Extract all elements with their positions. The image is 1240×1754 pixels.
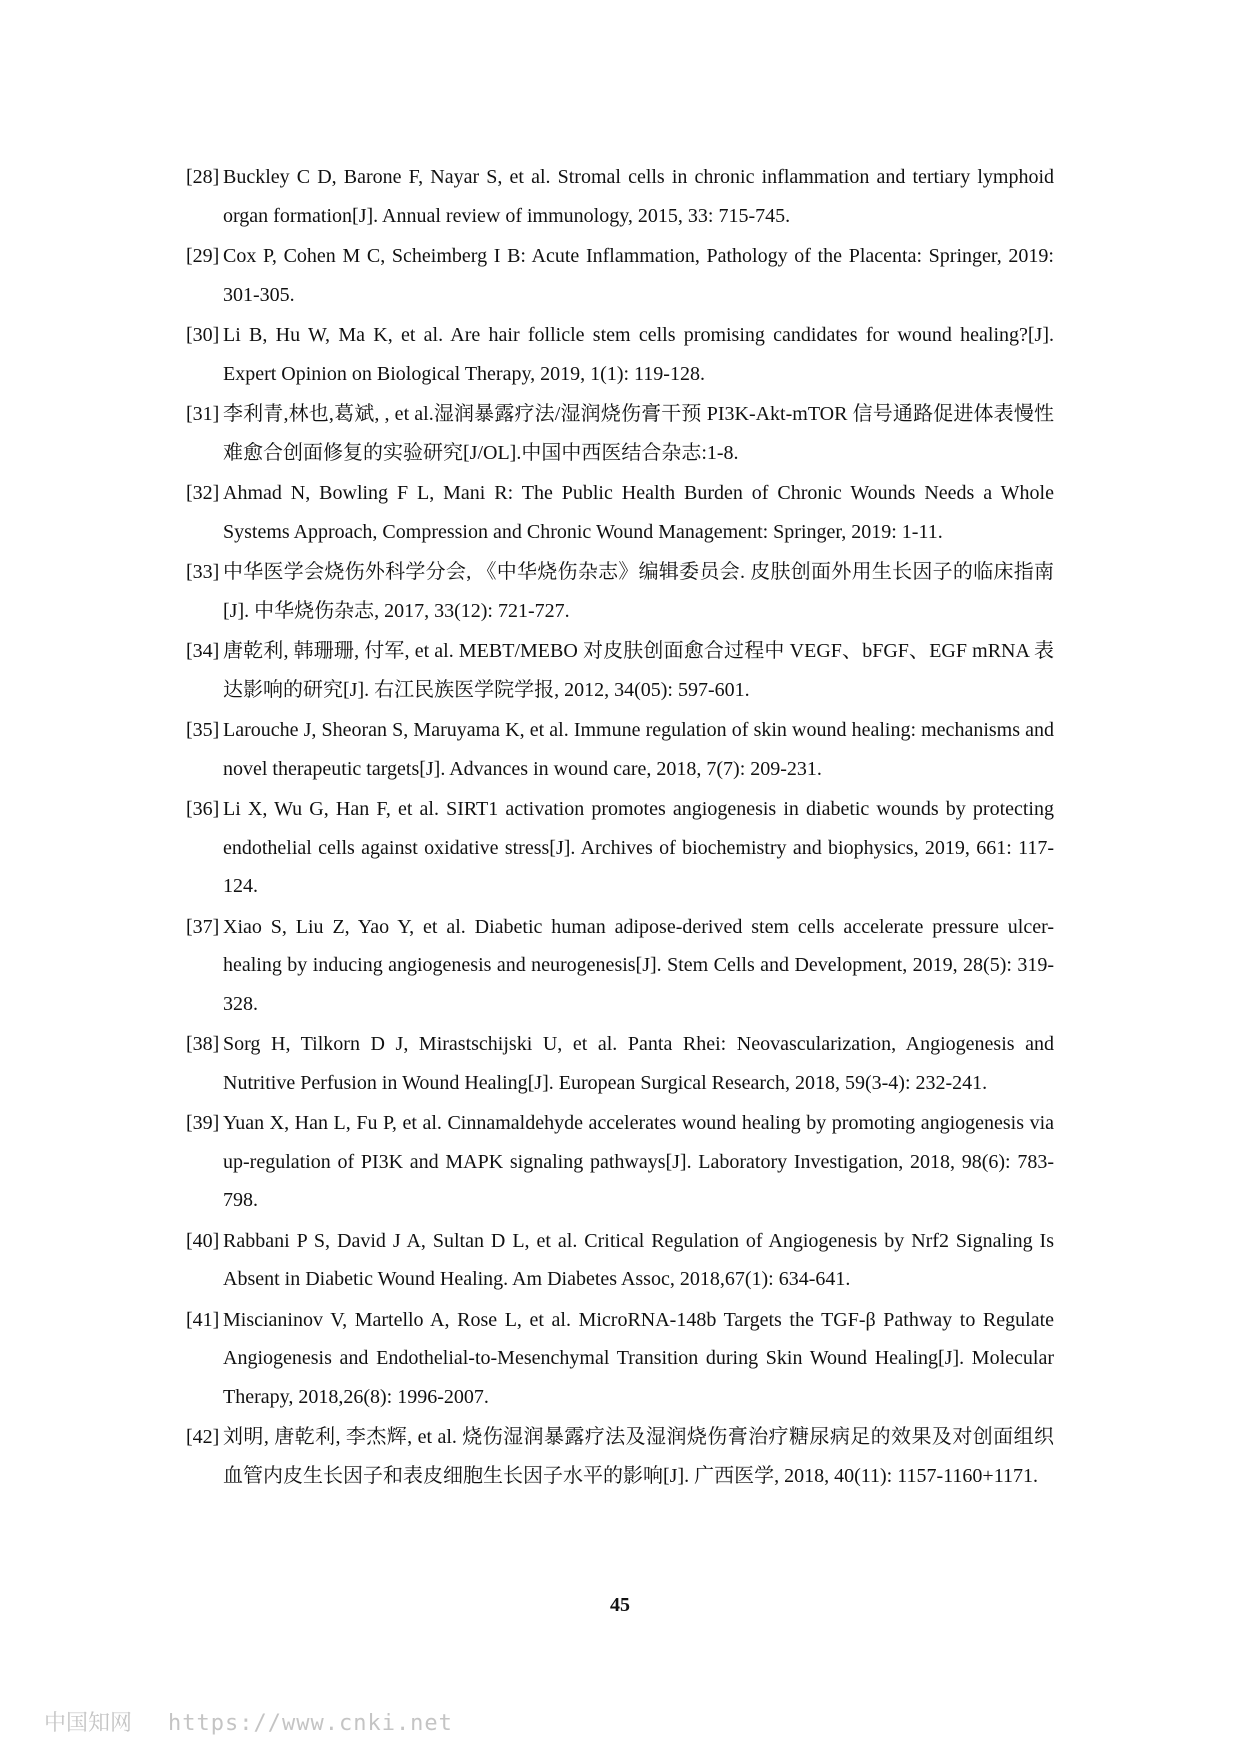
reference-number: [42] — [186, 1426, 220, 1448]
reference-text: Buckley C D, Barone F, Nayar S, et al. Stromal cells in chronic inflammation and tertiary lymphoid organ formation[J]. Annual review of immunology, 2015, 33: 715-745. — [223, 166, 1054, 227]
watermark-logo: 中国知网 — [44, 1711, 133, 1736]
reference-text: Ahmad N, Bowling F L, Mani R: The Public Health Burden of Chronic Wounds Needs a Whole Systems Approach, Compression and Chronic Wound Management: Springer, 2019: 1-11. — [223, 482, 1054, 543]
reference-entry — [186, 1222, 1054, 1299]
reference-number: [41] — [186, 1308, 220, 1331]
reference-text: Rabbani P S, David J A, Sultan D L, et al. Critical Regulation of Angiogenesis by Nrf2 Signaling Is Absent in Diabetic Wound Healing. Am Diabetes Assoc, 2018,67(1): 634-641. — [223, 1229, 1054, 1290]
reference-number: [33] — [186, 561, 220, 583]
reference-text: Miscianinov V, Martello A, Rose L, et al. MicroRNA-148b Targets the TGF-β Pathway to Regulate Angiogenesis and Endothelial-to-Mesenchymal Transition during Skin Wound Healing[J]. Molecular Therapy, 2018,26(8): 1996-2007. — [223, 1308, 1054, 1408]
reference-entry — [186, 158, 1054, 235]
reference-entry — [186, 237, 1054, 314]
reference-text: Li X, Wu G, Han F, et al. SIRT1 activation promotes angiogenesis in diabetic wounds by protecting endothelial cells against oxidative stress[J]. Archives of biochemistry and biophysics, 2019, 661: 117-124. — [223, 798, 1054, 897]
reference-entry — [186, 632, 1054, 709]
reference-number: [32] — [186, 482, 220, 504]
reference-text: 刘明, 唐乾利, 李杰辉, et al. 烧伤湿润暴露疗法及湿润烧伤膏治疗糖尿病足的效果及对创面组织血管内皮生长因子和表皮细胞生长因子水平的影响[J]. 广西医学, 2018, 40(11): 1157-1160+1171. — [223, 1426, 1054, 1487]
reference-entry — [186, 1301, 1054, 1417]
reference-text: 李利青,林也,葛斌, , et al.湿润暴露疗法/湿润烧伤膏干预 PI3K-Akt-mTOR 信号通路促进体表慢性难愈合创面修复的实验研究[J/OL].中国中西医结合杂志:1-8. — [223, 403, 1054, 464]
reference-number: [38] — [186, 1033, 220, 1055]
reference-number: [30] — [186, 324, 220, 346]
reference-text: Li B, Hu W, Ma K, et al. Are hair follicle stem cells promising candidates for wound healing?[J]. Expert Opinion on Biological Therapy, 2019, 1(1): 119-128. — [223, 324, 1054, 385]
page-number: 45 — [610, 1594, 630, 1616]
reference-entry — [186, 316, 1054, 393]
reference-number: [31] — [186, 403, 220, 425]
reference-text: Yuan X, Han L, Fu P, et al. Cinnamaldehyde accelerates wound healing by promoting angiogenesis via up-regulation of PI3K and MAPK signaling pathways[J]. Laboratory Investigation, 2018, 98(6): 783-798. — [223, 1112, 1054, 1211]
reference-number: [39] — [186, 1112, 220, 1134]
watermark-url: https://www.cnki.net — [168, 1711, 453, 1736]
reference-text: 中华医学会烧伤外科学分会, 《中华烧伤杂志》编辑委员会. 皮肤创面外用生长因子的临床指南[J]. 中华烧伤杂志, 2017, 33(12): 721-727. — [223, 561, 1054, 622]
reference-entry — [186, 1025, 1054, 1102]
reference-entry — [186, 790, 1054, 906]
reference-entry — [186, 1418, 1054, 1495]
reference-number: [36] — [186, 798, 220, 820]
reference-number: [35] — [186, 719, 220, 741]
reference-entry — [186, 711, 1054, 788]
reference-number: [28] — [186, 166, 220, 188]
reference-text: Xiao S, Liu Z, Yao Y, et al. Diabetic human adipose-derived stem cells accelerate pressure ulcer-healing by inducing angiogenesis and neurogenesis[J]. Stem Cells and Development, 2019, 28(5): 319-328. — [223, 915, 1054, 1015]
reference-text: 唐乾利, 韩珊珊, 付军, et al. MEBT/MEBO 对皮肤创面愈合过程中 VEGF、bFGF、EGF mRNA 表达影响的研究[J]. 右江民族医学院学报, 2012, 34(05): 597-601. — [223, 640, 1054, 701]
reference-text: Cox P, Cohen M C, Scheimberg I B: Acute Inflammation, Pathology of the Placenta: Springer, 2019: 301-305. — [223, 245, 1054, 306]
reference-number: [37] — [186, 915, 220, 938]
reference-entry — [186, 553, 1054, 630]
reference-entry — [186, 908, 1054, 1024]
reference-number: [34] — [186, 640, 220, 662]
reference-number: [29] — [186, 245, 220, 267]
reference-list — [186, 158, 1054, 1497]
reference-entry — [186, 395, 1054, 472]
reference-entry — [186, 1104, 1054, 1220]
reference-text: Sorg H, Tilkorn D J, Mirastschijski U, et al. Panta Rhei: Neovascularization, Angiogenesis and Nutritive Perfusion in Wound Healing[J]. European Surgical Research, 2018, 59(3-4): 232-241. — [223, 1033, 1054, 1094]
watermark — [44, 1706, 453, 1737]
reference-entry — [186, 474, 1054, 551]
reference-number: [40] — [186, 1229, 220, 1252]
reference-text: Larouche J, Sheoran S, Maruyama K, et al. Immune regulation of skin wound healing: mechanisms and novel therapeutic targets[J]. Advances in wound care, 2018, 7(7): 209-231. — [223, 719, 1054, 780]
